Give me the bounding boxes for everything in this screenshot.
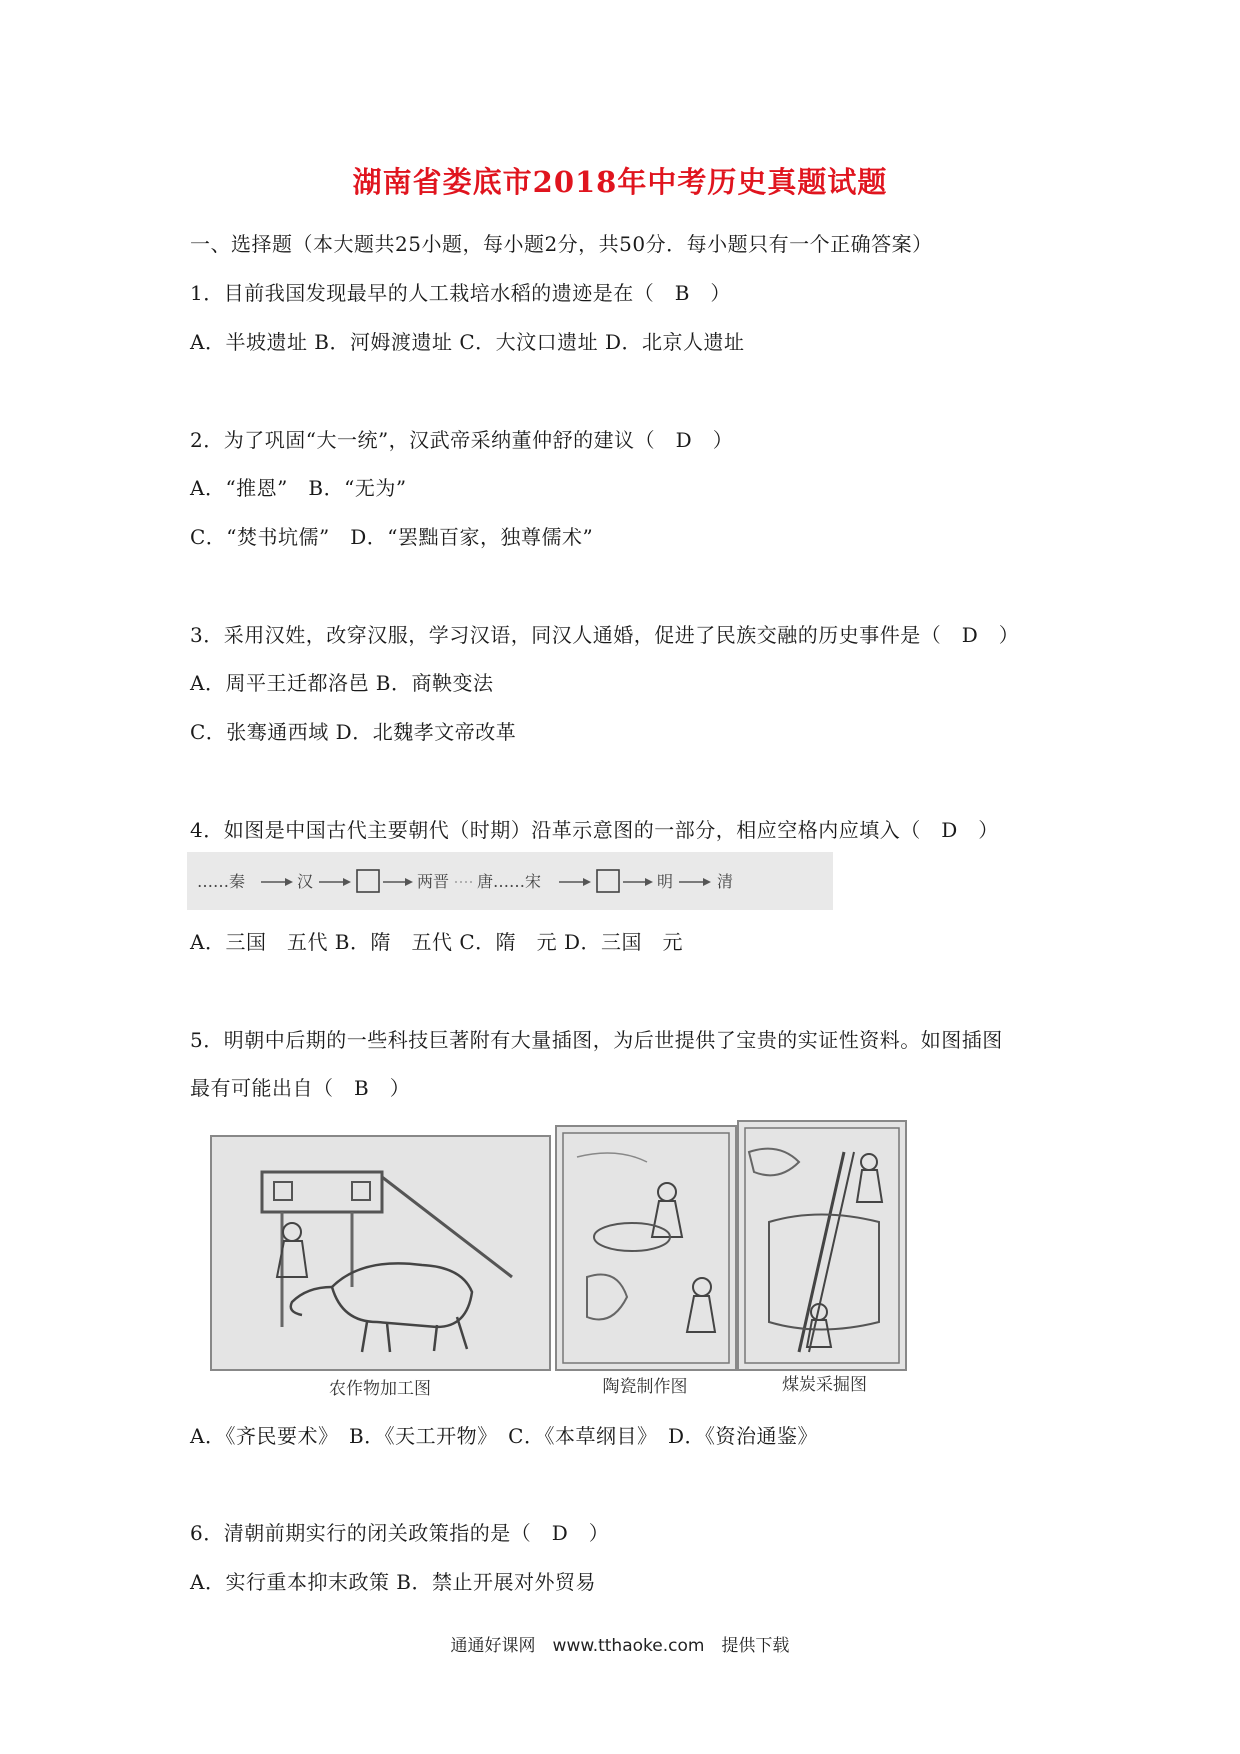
caption-coal-mining: 煤炭采掘图 <box>782 1375 867 1395</box>
caption-crop-processing: 农作物加工图 <box>329 1379 431 1399</box>
coal-mining-illustration <box>737 1120 907 1371</box>
porcelain-making-illustration <box>555 1125 737 1371</box>
dynasty-timeline-image <box>187 852 833 910</box>
question-3-stem: 3．采用汉姓，改穿汉服，学习汉语，同汉人通婚，促进了民族交融的历史事件是（ D ） <box>190 623 1020 647</box>
question-2-options-row-1: A．“推恩” B．“无为” <box>190 476 407 500</box>
question-6-options: A．实行重本抑末政策 B．禁止开展对外贸易 <box>190 1570 596 1594</box>
timeline-qing: 清 <box>717 872 734 891</box>
question-1-options: A．半坡遗址 B．河姆渡遗址 C．大汶口遗址 D．北京人遗址 <box>190 330 745 354</box>
timeline-blank-1 <box>357 870 379 892</box>
question-3-options-row-2: C．张骞通西域 D．北魏孝文帝改革 <box>190 720 517 744</box>
page-title: 湖南省娄底市2018年中考历史真题试题 <box>352 165 888 199</box>
timeline-liangjin: 两晋 <box>417 872 450 891</box>
question-3-options-row-1: A．周平王迁都洛邑 B．商鞅变法 <box>190 671 494 695</box>
section-heading: 一、选择题（本大题共25小题，每小题2分，共50分．每小题只有一个正确答案） <box>190 232 933 256</box>
timeline-qin: ……秦 <box>197 872 246 891</box>
caption-porcelain-making: 陶瓷制作图 <box>602 1377 688 1397</box>
question-5-stem-line-1: 5．明朝中后期的一些科技巨著附有大量插图，为后世提供了宝贵的实证性资料。如图插图 <box>190 1028 1003 1052</box>
question-5-stem-line-2: 最有可能出自（ B ） <box>190 1076 411 1100</box>
question-1-stem: 1．目前我国发现最早的人工栽培水稻的遗迹是在（ B ） <box>190 281 731 305</box>
timeline-ming: 明 <box>657 872 674 891</box>
question-6-stem: 6．清朝前期实行的闭关政策指的是（ D ） <box>190 1521 610 1545</box>
question-2-stem: 2．为了巩固“大一统”，汉武帝采纳董仲舒的建议（ D ） <box>190 428 734 452</box>
question-4-stem: 4．如图是中国古代主要朝代（时期）沿革示意图的一部分，相应空格内应填入（ D ） <box>190 818 999 842</box>
crop-processing-illustration <box>210 1135 551 1371</box>
question-5-options: A．《齐民要术》 B．《天工开物》 C．《本草纲目》 D．《资治通鉴》 <box>190 1424 818 1448</box>
timeline-han: 汉 <box>297 872 314 891</box>
question-4-options: A．三国 五代 B．隋 五代 C．隋 元 D．三国 元 <box>190 930 684 954</box>
page-footer: 通通好课网 www.tthaoke.com 提供下载 <box>450 1636 790 1656</box>
question-2-options-row-2: C．“焚书坑儒” D．“罢黜百家，独尊儒术” <box>190 525 594 549</box>
timeline-blank-2 <box>597 870 619 892</box>
timeline-tang-song: 唐……宋 <box>477 872 542 891</box>
